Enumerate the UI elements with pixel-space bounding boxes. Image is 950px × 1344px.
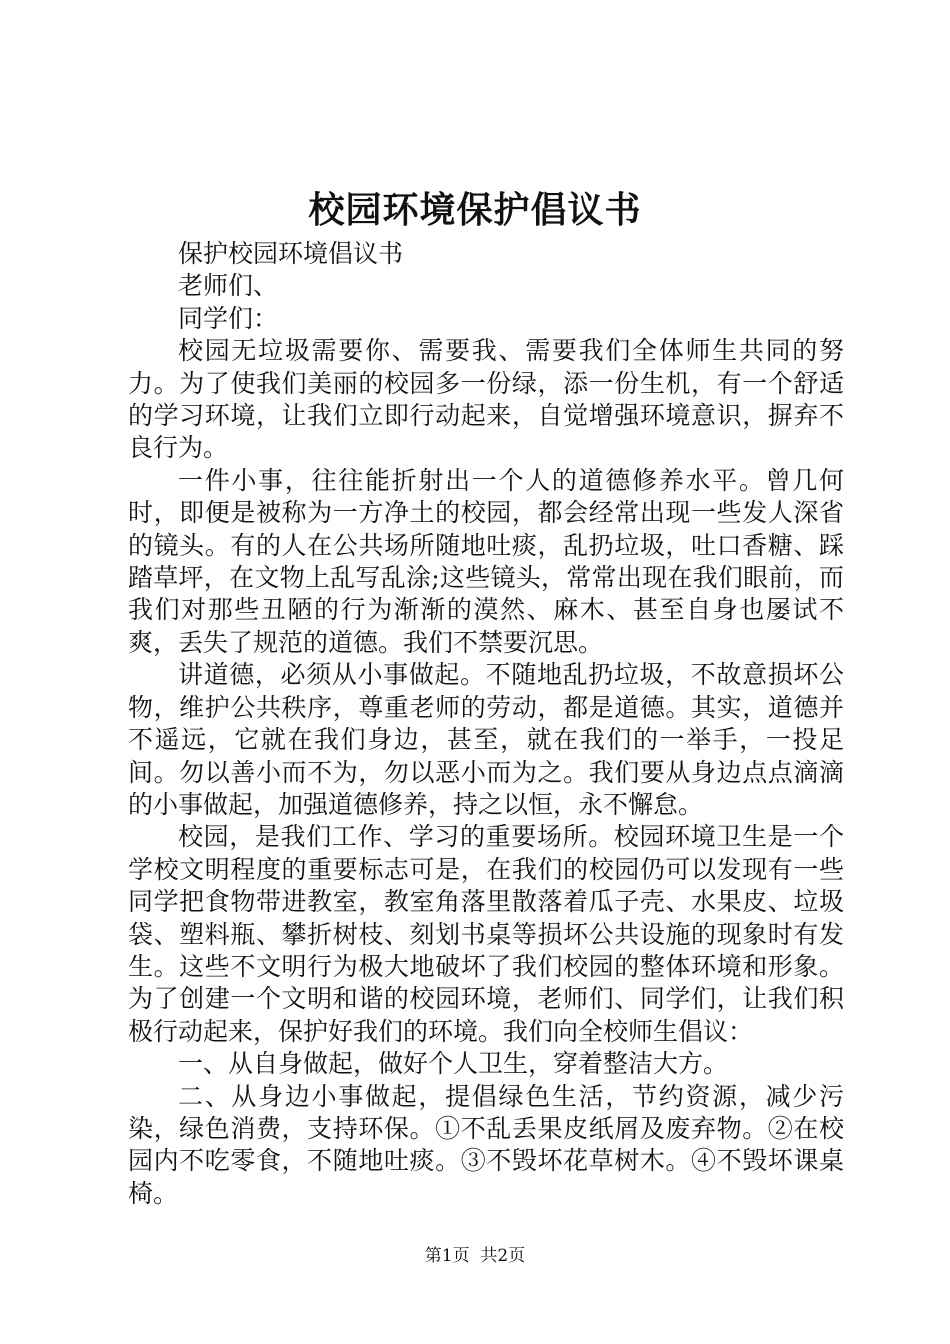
document-body: [128, 238, 844, 1210]
page-number: 第1页 共2页: [424, 1246, 526, 1266]
page-footer: [0, 1244, 950, 1268]
paragraph-body: 讲道德，必须从小事做起。不随地乱扔垃圾，不故意损坏公物，维护公共秩序，尊重老师的劳动，都是道德。其实，道德并不遥远，它就在我们身边，甚至，就在我们的一举手，一投足间。勿以善小而不为，勿以恶小而为之。我们要从身边点点滴滴的小事做起，加强道德修养，持之以恒，永不懈怠。: [128, 660, 844, 819]
paragraph-subtitle: 保护校园环境倡议书: [178, 239, 404, 268]
proposal-item-1: 一、从自身做起，做好个人卫生，穿着整洁大方。: [178, 1049, 729, 1079]
paragraph-salutation-students: 同学们：: [178, 303, 279, 333]
paragraph-body: 校园，是我们工作、学习的重要场所。校园环境卫生是一个学校文明程度的重要标志可是，在我们的校园仍可以发现有一些同学把食物带进教室，教室角落里散落着瓜子壳、水果皮、垃圾袋、塑料瓶、攀折树枝、刻划书桌等损坏公共设施的现象时有发生。这些不文明行为极大地破坏了我们校园的整体环境和形象。为了创建一个文明和谐的校园环境，老师们、同学们，让我们积极行动起来，保护好我们的环境。我们向全校师生倡议：: [128, 822, 844, 1046]
proposal-item-2: 二、从身边小事做起，提倡绿色生活，节约资源，减少污染，绿色消费，支持环保。①不乱丢果皮纸屑及废弃物。②在校园内不吃零食，不随地吐痰。③不毁坏花草树木。④不毁坏课桌椅。: [128, 1081, 844, 1208]
paragraph-body: 一件小事，往往能折射出一个人的道德修养水平。曾几何时，即便是被称为一方净土的校园，都会经常出现一些发人深省的镜头。有的人在公共场所随地吐痰，乱扔垃圾，吐口香糖、踩踏草坪，在文物上乱写乱涂;这些镜头，常常出现在我们眼前，而我们对那些丑陋的行为渐渐的漠然、麻木、甚至自身也屡试不爽，丢失了规范的道德。我们不禁要沉思。: [128, 465, 844, 657]
document-title: 校园环境保护倡议书: [308, 189, 642, 231]
paragraph-body: 校园无垃圾需要你、需要我、需要我们全体师生共同的努力。为了使我们美丽的校园多一份绿，添一份生机，有一个舒适的学习环境，让我们立即行动起来，自觉增强环境意识，摒弃不良行为。: [128, 336, 844, 463]
paragraph-salutation-teachers: 老师们、: [178, 271, 279, 301]
